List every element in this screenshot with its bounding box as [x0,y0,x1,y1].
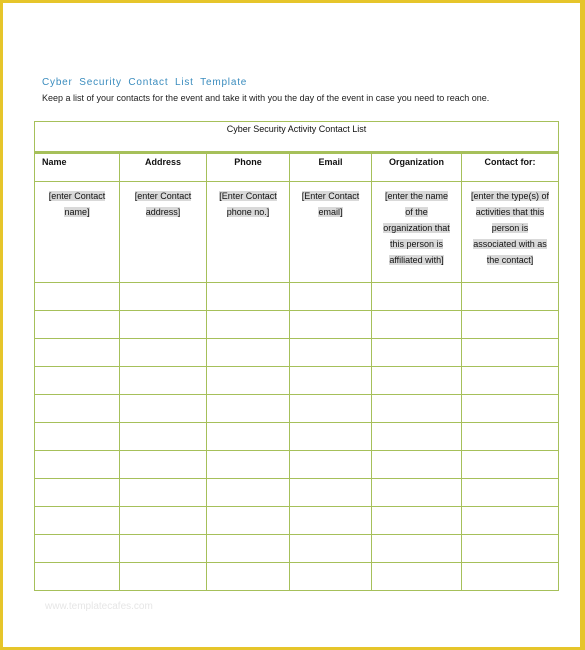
placeholder-cell-email[interactable] [290,182,372,283]
empty-cell-email[interactable] [290,367,372,395]
empty-rows [35,283,559,591]
placeholder-text: person is [491,223,529,233]
table-row [35,451,559,479]
placeholder-text: address] [145,207,181,217]
empty-cell-phone[interactable] [207,479,290,507]
column-header-name: Name [35,153,120,182]
placeholder-text: [Enter Contact [301,191,360,201]
empty-cell-contact-for[interactable] [462,283,559,311]
document-page [3,3,580,647]
empty-cell-organization[interactable] [372,563,462,591]
empty-cell-name[interactable] [35,311,120,339]
empty-cell-organization[interactable] [372,395,462,423]
document-subtitle: Keep a list of your contacts for the event and take it with you the day of the event in case you need to reach one. [42,93,490,103]
column-header-organization: Organization [372,153,462,182]
placeholder-text: phone no.] [226,207,270,217]
table-row [35,339,559,367]
placeholder-text: [enter the name [384,191,449,201]
empty-cell-contact-for[interactable] [462,395,559,423]
empty-cell-contact-for[interactable] [462,311,559,339]
empty-cell-name[interactable] [35,423,120,451]
empty-cell-address[interactable] [120,339,207,367]
empty-cell-contact-for[interactable] [462,563,559,591]
empty-cell-organization[interactable] [372,479,462,507]
document-title: Cyber Security Contact List Template [42,77,248,88]
table-row [35,311,559,339]
empty-cell-address[interactable] [120,563,207,591]
empty-cell-organization[interactable] [372,451,462,479]
placeholder-text: [enter Contact [48,191,106,201]
placeholder-cell-phone[interactable] [207,182,290,283]
empty-cell-contact-for[interactable] [462,367,559,395]
header-row [35,153,559,182]
empty-cell-contact-for[interactable] [462,535,559,563]
table-row [35,563,559,591]
column-header-phone: Phone [207,153,290,182]
empty-cell-email[interactable] [290,451,372,479]
empty-cell-address[interactable] [120,311,207,339]
empty-cell-email[interactable] [290,339,372,367]
empty-cell-name[interactable] [35,507,120,535]
empty-cell-contact-for[interactable] [462,339,559,367]
empty-cell-email[interactable] [290,423,372,451]
placeholder-text: affiliated with] [389,255,444,265]
empty-cell-email[interactable] [290,395,372,423]
empty-cell-phone[interactable] [207,395,290,423]
column-header-contact-for: Contact for: [462,153,559,182]
table-row [35,507,559,535]
empty-cell-phone[interactable] [207,339,290,367]
empty-cell-email[interactable] [290,563,372,591]
placeholder-text: [Enter Contact [219,191,277,201]
empty-cell-organization[interactable] [372,283,462,311]
empty-cell-address[interactable] [120,395,207,423]
empty-cell-phone[interactable] [207,451,290,479]
empty-cell-phone[interactable] [207,311,290,339]
placeholder-cell-name[interactable] [35,182,120,283]
empty-cell-organization[interactable] [372,423,462,451]
placeholder-row [35,182,559,283]
table-row [35,283,559,311]
placeholder-text: name] [64,207,90,217]
watermark-text: www.templatecafes.com [45,601,153,612]
empty-cell-organization[interactable] [372,339,462,367]
empty-cell-phone[interactable] [207,283,290,311]
placeholder-text: of the [405,207,428,217]
empty-cell-phone[interactable] [207,563,290,591]
empty-cell-email[interactable] [290,283,372,311]
column-header-email: Email [290,153,372,182]
empty-cell-organization[interactable] [372,507,462,535]
placeholder-text: organization that [383,223,450,233]
placeholder-text: activities that this [475,207,545,217]
empty-cell-name[interactable] [35,367,120,395]
empty-cell-address[interactable] [120,283,207,311]
empty-cell-phone[interactable] [207,423,290,451]
empty-cell-address[interactable] [120,451,207,479]
empty-cell-address[interactable] [120,423,207,451]
empty-cell-name[interactable] [35,535,120,563]
empty-cell-contact-for[interactable] [462,451,559,479]
table-row [35,395,559,423]
table-row [35,423,559,451]
empty-cell-phone[interactable] [207,507,290,535]
empty-cell-contact-for[interactable] [462,423,559,451]
empty-cell-name[interactable] [35,339,120,367]
empty-cell-email[interactable] [290,535,372,563]
empty-cell-contact-for[interactable] [462,507,559,535]
placeholder-text: [enter Contact [134,191,192,201]
empty-cell-address[interactable] [120,367,207,395]
empty-cell-email[interactable] [290,507,372,535]
empty-cell-contact-for[interactable] [462,479,559,507]
placeholder-text: associated with as [473,239,547,249]
placeholder-text: [enter the type(s) of [470,191,550,201]
placeholder-cell-address[interactable] [120,182,207,283]
empty-cell-name[interactable] [35,451,120,479]
empty-cell-phone[interactable] [207,535,290,563]
empty-cell-address[interactable] [120,507,207,535]
placeholder-text: the contact] [486,255,534,265]
empty-cell-email[interactable] [290,479,372,507]
placeholder-text: email] [318,207,343,217]
empty-cell-name[interactable] [35,479,120,507]
placeholder-text: this person is [389,239,444,249]
table-caption: Cyber Security Activity Contact List [35,122,559,153]
empty-cell-name[interactable] [35,283,120,311]
column-header-address: Address [120,153,207,182]
table-row [35,535,559,563]
empty-cell-name[interactable] [35,395,120,423]
empty-cell-organization[interactable] [372,535,462,563]
placeholder-cell-contact-for[interactable] [462,182,559,283]
empty-cell-phone[interactable] [207,367,290,395]
empty-cell-name[interactable] [35,563,120,591]
placeholder-cell-organization[interactable] [372,182,462,283]
table-row [35,367,559,395]
table-row [35,479,559,507]
empty-cell-address[interactable] [120,535,207,563]
empty-cell-organization[interactable] [372,367,462,395]
empty-cell-address[interactable] [120,479,207,507]
empty-cell-organization[interactable] [372,311,462,339]
contact-list-table [34,121,559,591]
empty-cell-email[interactable] [290,311,372,339]
